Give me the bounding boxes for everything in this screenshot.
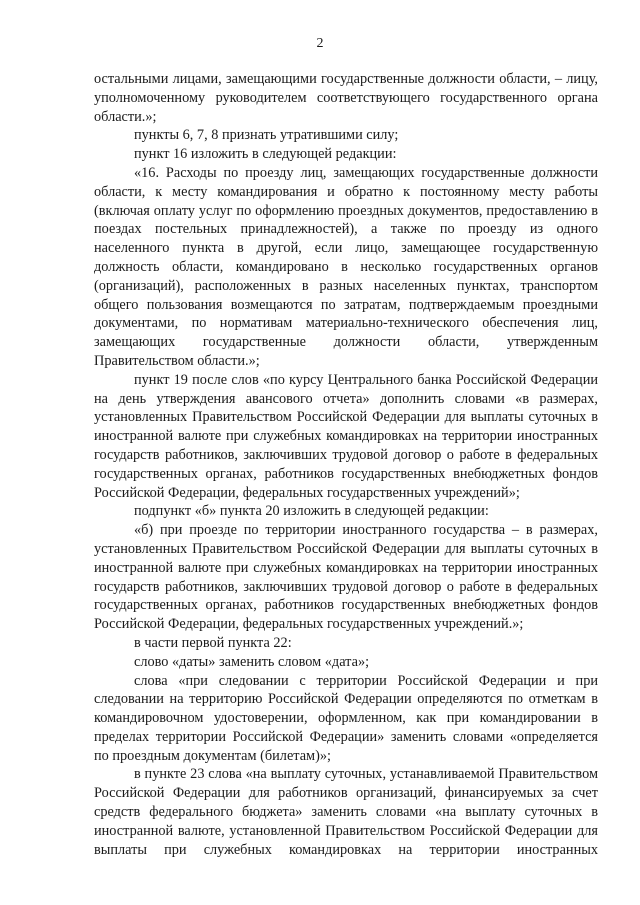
paragraph-9: слово «даты» заменить словом «дата»; — [134, 653, 370, 670]
page-number: 2 — [316, 36, 324, 51]
paragraph-6: подпункт «б» пункта 20 изложить в следующей редакции: — [134, 503, 489, 520]
paragraph-4: «16. Расходы по проезду лиц, замещающих государственные должности области, к месту командирования и обратно к постоянному месту работы (включая оплату услуг по оформлению проездных документов, предоставлению в поездах постельных принадлежностей), а также по проезду из одного населенного пункта в другой, если лицо, замещающее государственную должность области, командировано в несколько государственных органов (организаций), расположенных в разных населенных пунктах, транспортом общего пользования возмещаются по затратам, подтверждаемым проездными документами, по нормативам материально-технического обеспечения лиц, замещающих государственные должности области, утвержденным Правительством области.»; — [94, 164, 598, 369]
paragraph-5: пункт 19 после слов «по курсу Центрального банка Российской Федерации на день утверждения авансового отчета» дополнить словами «в размерах, установленных Правительством Российской Федерации для выплаты суточных в иностранной валюте при служебных командировках на территории иностранных государств работников, заключивших трудовой договор о работе в федеральных государственных органах, работников государственных внебюджетных фондов Российской Федерации, федеральных государственных учреждений»; — [94, 371, 598, 501]
paragraph-10: слова «при следовании с территории Российской Федерации и при следовании на территорию Российской Федерации определяются по отметкам в командировочном удостоверении, оформленном, как при командировании в пределах территории Российской Федерации» заменить словами «определяется по проездным документам (билетам)»; — [94, 672, 598, 764]
paragraph-7: «б) при проезде по территории иностранного государства – в размерах, установленных Правительством Российской Федерации для выплаты суточных в иностранной валюте при служебных командировках на территории иностранных государств работников, заключивших трудовой договор о работе в федеральных государственных органах, работников государственных внебюджетных фондов Российской Федерации, федеральных государственных учреждений.»; — [94, 522, 598, 633]
paragraph-3: пункт 16 изложить в следующей редакции: — [134, 146, 397, 163]
paragraph-11: в пункте 23 слова «на выплату суточных, устанавливаемой Правительством Российской Федерации для работников организаций, финансируемых за счет средств федерального бюджета» заменить словами «на выплату суточных в иностранной валюте, установленной Правительством Российской Федерации для выплаты при служебных командировках на территории иностранных — [94, 766, 598, 858]
document-body — [94, 70, 598, 859]
paragraph-2: пункты 6, 7, 8 признать утратившими силу; — [134, 127, 399, 144]
paragraph-8: в части первой пункта 22: — [134, 634, 292, 651]
paragraph-1: остальными лицами, замещающими государственные должности области, – лицу, уполномоченному руководителем соответствующего государственного органа области.»; — [94, 71, 598, 125]
